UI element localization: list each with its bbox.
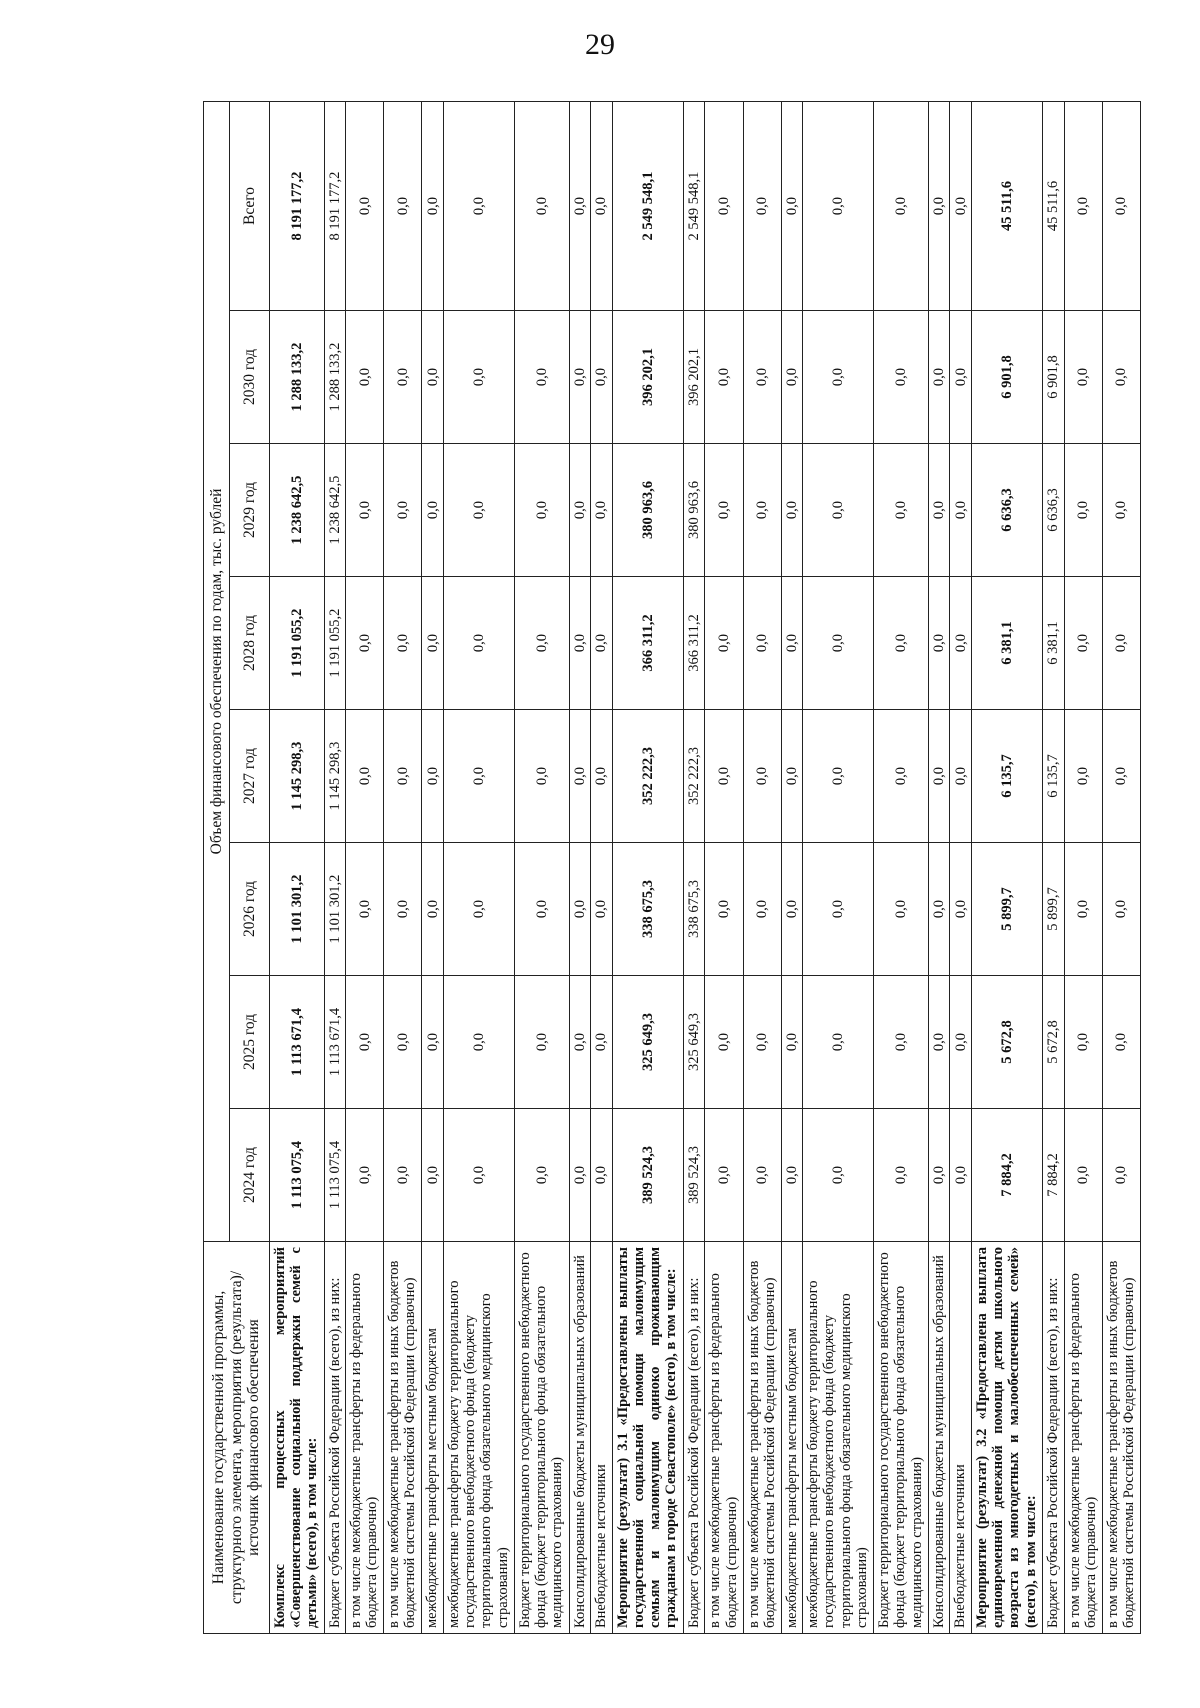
row-name: в том числе межбюджетные трансферты из иных бюджетов бюджетной системы Российской Федерации (справочно) bbox=[1102, 1242, 1140, 1634]
row-year-value: 0,0 bbox=[781, 577, 803, 710]
table-row bbox=[781, 102, 803, 1634]
row-year-value: 0,0 bbox=[591, 710, 613, 843]
row-year-value: 0,0 bbox=[874, 577, 929, 710]
row-year-value: 0,0 bbox=[928, 1109, 950, 1242]
row-year-value: 380 963,6 bbox=[683, 444, 705, 577]
row-year-value: 0,0 bbox=[384, 1109, 422, 1242]
landscape-page bbox=[203, 104, 1141, 1634]
row-year-value: 0,0 bbox=[928, 311, 950, 444]
row-year-value: 0,0 bbox=[803, 311, 874, 444]
row-year-value: 396 202,1 bbox=[683, 311, 705, 444]
row-year-value: 338 675,3 bbox=[612, 843, 683, 976]
row-year-value: 6 381,1 bbox=[972, 577, 1043, 710]
row-year-value: 0,0 bbox=[950, 710, 972, 843]
row-year-value: 1 145 298,3 bbox=[324, 710, 346, 843]
row-year-value: 6 636,3 bbox=[1043, 444, 1065, 577]
row-year-value: 6 135,7 bbox=[972, 710, 1043, 843]
row-year-value: 0,0 bbox=[1064, 577, 1102, 710]
row-year-value: 0,0 bbox=[781, 976, 803, 1109]
row-year-value: 0,0 bbox=[803, 444, 874, 577]
row-year-value: 0,0 bbox=[743, 444, 781, 577]
row-year-value: 0,0 bbox=[705, 577, 743, 710]
row-total-value: 0,0 bbox=[569, 102, 591, 311]
row-year-value: 0,0 bbox=[803, 1109, 874, 1242]
row-year-value: 0,0 bbox=[705, 444, 743, 577]
row-year-value: 1 238 642,5 bbox=[270, 444, 325, 577]
row-year-value: 0,0 bbox=[874, 843, 929, 976]
row-year-value: 0,0 bbox=[705, 710, 743, 843]
row-year-value: 0,0 bbox=[874, 976, 929, 1109]
row-year-value: 0,0 bbox=[1064, 1109, 1102, 1242]
row-year-value: 0,0 bbox=[950, 976, 972, 1109]
row-year-value: 0,0 bbox=[743, 577, 781, 710]
row-year-value: 0,0 bbox=[1064, 976, 1102, 1109]
row-year-value: 0,0 bbox=[422, 710, 444, 843]
row-year-value: 6 636,3 bbox=[972, 444, 1043, 577]
row-year-value: 0,0 bbox=[515, 444, 570, 577]
row-year-value: 0,0 bbox=[928, 710, 950, 843]
row-total-value: 45 511,6 bbox=[972, 102, 1043, 311]
table-row bbox=[422, 102, 444, 1634]
row-year-value: 0,0 bbox=[928, 843, 950, 976]
row-year-value: 396 202,1 bbox=[612, 311, 683, 444]
row-year-value: 380 963,6 bbox=[612, 444, 683, 577]
header-year: 2026 год bbox=[230, 843, 270, 976]
row-name: Бюджет субъекта Российской Федерации (всего), из них: bbox=[683, 1242, 705, 1634]
row-name: в том числе межбюджетные трансферты из иных бюджетов бюджетной системы Российской Федерации (справочно) bbox=[384, 1242, 422, 1634]
row-year-value: 0,0 bbox=[422, 311, 444, 444]
row-year-value: 0,0 bbox=[874, 1109, 929, 1242]
table-row bbox=[1043, 102, 1065, 1634]
row-name: Бюджет территориального государственного внебюджетного фонда (бюджет территориального фонда обязательного медицинского страхования) bbox=[515, 1242, 570, 1634]
row-year-value: 6 901,8 bbox=[972, 311, 1043, 444]
row-year-value: 0,0 bbox=[384, 710, 422, 843]
row-year-value: 1 191 055,2 bbox=[270, 577, 325, 710]
row-year-value: 0,0 bbox=[781, 843, 803, 976]
table-row bbox=[569, 102, 591, 1634]
row-name: Комплекс процессных мероприятий «Совершенствование социальной поддержки семей с детьми» (всего), в том числе: bbox=[270, 1242, 325, 1634]
row-year-value: 1 113 671,4 bbox=[270, 976, 325, 1109]
row-year-value: 0,0 bbox=[1064, 710, 1102, 843]
row-total-value: 0,0 bbox=[384, 102, 422, 311]
row-year-value: 0,0 bbox=[743, 976, 781, 1109]
row-year-value: 0,0 bbox=[1102, 577, 1140, 710]
header-year: 2024 год bbox=[230, 1109, 270, 1242]
row-year-value: 0,0 bbox=[515, 1109, 570, 1242]
row-year-value: 1 113 075,4 bbox=[324, 1109, 346, 1242]
table-row bbox=[803, 102, 874, 1634]
row-year-value: 5 899,7 bbox=[1043, 843, 1065, 976]
row-total-value: 0,0 bbox=[443, 102, 514, 311]
row-year-value: 1 288 133,2 bbox=[324, 311, 346, 444]
row-year-value: 6 901,8 bbox=[1043, 311, 1065, 444]
row-year-value: 389 524,3 bbox=[612, 1109, 683, 1242]
row-year-value: 0,0 bbox=[346, 976, 384, 1109]
row-year-value: 1 191 055,2 bbox=[324, 577, 346, 710]
table-row bbox=[324, 102, 346, 1634]
row-year-value: 7 884,2 bbox=[1043, 1109, 1065, 1242]
table-header bbox=[204, 102, 270, 1634]
row-year-value: 0,0 bbox=[422, 976, 444, 1109]
table-row bbox=[683, 102, 705, 1634]
row-year-value: 1 238 642,5 bbox=[324, 444, 346, 577]
row-year-value: 0,0 bbox=[591, 1109, 613, 1242]
row-year-value: 5 672,8 bbox=[972, 976, 1043, 1109]
row-year-value: 1 113 075,4 bbox=[270, 1109, 325, 1242]
row-total-value: 0,0 bbox=[781, 102, 803, 311]
row-name: межбюджетные трансферты бюджету территориального государственного внебюджетного фонда (бюджету территориального фонда обязательного медицинского страхования) bbox=[443, 1242, 514, 1634]
row-year-value: 325 649,3 bbox=[683, 976, 705, 1109]
row-year-value: 0,0 bbox=[705, 976, 743, 1109]
row-year-value: 0,0 bbox=[346, 710, 384, 843]
row-year-value: 0,0 bbox=[569, 577, 591, 710]
row-year-value: 0,0 bbox=[422, 1109, 444, 1242]
row-year-value: 0,0 bbox=[591, 577, 613, 710]
row-year-value: 0,0 bbox=[781, 311, 803, 444]
row-year-value: 366 311,2 bbox=[612, 577, 683, 710]
row-name: Консолидированные бюджеты муниципальных образований bbox=[569, 1242, 591, 1634]
row-year-value: 6 381,1 bbox=[1043, 577, 1065, 710]
row-year-value: 0,0 bbox=[1064, 311, 1102, 444]
row-year-value: 0,0 bbox=[874, 444, 929, 577]
header-year: 2027 год bbox=[230, 710, 270, 843]
row-name: межбюджетные трансферты бюджету территориального государственного внебюджетного фонда (бюджету территориального фонда обязательного медицинского страхования) bbox=[803, 1242, 874, 1634]
row-year-value: 0,0 bbox=[422, 577, 444, 710]
financing-table bbox=[203, 101, 1141, 1634]
table-row bbox=[612, 102, 683, 1634]
row-name: Бюджет территориального государственного внебюджетного фонда (бюджет территориального фонда обязательного медицинского страхования) bbox=[874, 1242, 929, 1634]
row-year-value: 0,0 bbox=[569, 1109, 591, 1242]
table-row bbox=[591, 102, 613, 1634]
row-year-value: 0,0 bbox=[950, 843, 972, 976]
row-year-value: 0,0 bbox=[1102, 311, 1140, 444]
row-name: межбюджетные трансферты местным бюджетам bbox=[781, 1242, 803, 1634]
row-year-value: 0,0 bbox=[743, 1109, 781, 1242]
header-name-column: Наименование государственной программы, структурного элемента, мероприятия (результата)/источник финансового обеспечения bbox=[204, 1242, 270, 1634]
row-year-value: 0,0 bbox=[928, 444, 950, 577]
row-year-value: 0,0 bbox=[950, 1109, 972, 1242]
row-year-value: 0,0 bbox=[743, 843, 781, 976]
row-year-value: 0,0 bbox=[346, 311, 384, 444]
header-total: Всего bbox=[230, 102, 270, 311]
row-year-value: 0,0 bbox=[515, 710, 570, 843]
row-year-value: 0,0 bbox=[443, 1109, 514, 1242]
table-row bbox=[346, 102, 384, 1634]
row-name: межбюджетные трансферты местным бюджетам bbox=[422, 1242, 444, 1634]
row-total-value: 0,0 bbox=[950, 102, 972, 311]
row-year-value: 0,0 bbox=[1102, 976, 1140, 1109]
row-year-value: 0,0 bbox=[422, 843, 444, 976]
row-year-value: 0,0 bbox=[1102, 843, 1140, 976]
row-year-value: 0,0 bbox=[781, 710, 803, 843]
row-year-value: 0,0 bbox=[515, 976, 570, 1109]
row-year-value: 0,0 bbox=[346, 843, 384, 976]
row-year-value: 0,0 bbox=[443, 976, 514, 1109]
row-total-value: 0,0 bbox=[422, 102, 444, 311]
row-year-value: 0,0 bbox=[781, 444, 803, 577]
row-year-value: 0,0 bbox=[569, 710, 591, 843]
row-year-value: 0,0 bbox=[346, 1109, 384, 1242]
row-year-value: 0,0 bbox=[384, 577, 422, 710]
row-year-value: 1 101 301,2 bbox=[270, 843, 325, 976]
row-year-value: 0,0 bbox=[346, 577, 384, 710]
row-total-value: 8 191 177,2 bbox=[270, 102, 325, 311]
row-year-value: 0,0 bbox=[874, 710, 929, 843]
row-year-value: 0,0 bbox=[384, 843, 422, 976]
row-year-value: 0,0 bbox=[443, 311, 514, 444]
row-year-value: 0,0 bbox=[384, 976, 422, 1109]
row-total-value: 0,0 bbox=[1102, 102, 1140, 311]
row-year-value: 0,0 bbox=[569, 843, 591, 976]
row-year-value: 0,0 bbox=[1064, 843, 1102, 976]
row-total-value: 0,0 bbox=[705, 102, 743, 311]
row-year-value: 0,0 bbox=[803, 710, 874, 843]
table-row bbox=[743, 102, 781, 1634]
row-year-value: 0,0 bbox=[346, 444, 384, 577]
row-year-value: 0,0 bbox=[1064, 444, 1102, 577]
row-year-value: 0,0 bbox=[928, 577, 950, 710]
row-year-value: 338 675,3 bbox=[683, 843, 705, 976]
row-year-value: 1 101 301,2 bbox=[324, 843, 346, 976]
row-name: Бюджет субъекта Российской Федерации (всего), из них: bbox=[1043, 1242, 1065, 1634]
row-year-value: 0,0 bbox=[443, 843, 514, 976]
row-year-value: 0,0 bbox=[384, 444, 422, 577]
row-year-value: 1 288 133,2 bbox=[270, 311, 325, 444]
row-total-value: 8 191 177,2 bbox=[324, 102, 346, 311]
row-year-value: 5 899,7 bbox=[972, 843, 1043, 976]
row-year-value: 0,0 bbox=[569, 444, 591, 577]
row-year-value: 0,0 bbox=[384, 311, 422, 444]
row-year-value: 0,0 bbox=[803, 577, 874, 710]
header-year: 2030 год bbox=[230, 311, 270, 444]
table-row bbox=[874, 102, 929, 1634]
header-volume-group: Объем финансового обеспечения по годам, тыс. рублей bbox=[204, 102, 230, 1242]
row-name: Мероприятие (результат) 3.1 «Предоставлены выплаты государственной социальной помощи малоимущим семьям и малоимущим одиноко проживающим гражданам в городе Севастополе» (всего), в том числе: bbox=[612, 1242, 683, 1634]
row-name: в том числе межбюджетные трансферты из федерального бюджета (справочно) bbox=[705, 1242, 743, 1634]
row-year-value: 0,0 bbox=[515, 577, 570, 710]
row-name: в том числе межбюджетные трансферты из иных бюджетов бюджетной системы Российской Федерации (справочно) bbox=[743, 1242, 781, 1634]
row-year-value: 0,0 bbox=[1102, 444, 1140, 577]
table-row bbox=[270, 102, 325, 1634]
row-total-value: 0,0 bbox=[874, 102, 929, 311]
row-year-value: 0,0 bbox=[874, 311, 929, 444]
row-year-value: 366 311,2 bbox=[683, 577, 705, 710]
row-name: Внебюджетные источники bbox=[950, 1242, 972, 1634]
row-total-value: 0,0 bbox=[1064, 102, 1102, 311]
row-year-value: 352 222,3 bbox=[612, 710, 683, 843]
table-row bbox=[928, 102, 950, 1634]
row-year-value: 352 222,3 bbox=[683, 710, 705, 843]
rotated-table-container bbox=[203, 104, 1141, 1634]
table-row bbox=[384, 102, 422, 1634]
row-year-value: 6 135,7 bbox=[1043, 710, 1065, 843]
table-row bbox=[1064, 102, 1102, 1634]
row-year-value: 0,0 bbox=[591, 311, 613, 444]
row-name: Консолидированные бюджеты муниципальных образований bbox=[928, 1242, 950, 1634]
row-year-value: 0,0 bbox=[1102, 710, 1140, 843]
row-total-value: 0,0 bbox=[803, 102, 874, 311]
row-year-value: 0,0 bbox=[803, 843, 874, 976]
row-year-value: 0,0 bbox=[705, 311, 743, 444]
row-total-value: 0,0 bbox=[515, 102, 570, 311]
row-year-value: 0,0 bbox=[705, 1109, 743, 1242]
row-year-value: 0,0 bbox=[422, 444, 444, 577]
row-total-value: 0,0 bbox=[346, 102, 384, 311]
row-year-value: 0,0 bbox=[569, 311, 591, 444]
row-year-value: 0,0 bbox=[443, 710, 514, 843]
row-total-value: 45 511,6 bbox=[1043, 102, 1065, 311]
row-year-value: 0,0 bbox=[591, 976, 613, 1109]
table-row bbox=[950, 102, 972, 1634]
row-name: Внебюджетные источники bbox=[591, 1242, 613, 1634]
row-year-value: 7 884,2 bbox=[972, 1109, 1043, 1242]
row-year-value: 389 524,3 bbox=[683, 1109, 705, 1242]
row-name: Бюджет субъекта Российской Федерации (всего), из них: bbox=[324, 1242, 346, 1634]
row-year-value: 0,0 bbox=[781, 1109, 803, 1242]
row-total-value: 0,0 bbox=[591, 102, 613, 311]
row-year-value: 0,0 bbox=[950, 577, 972, 710]
row-year-value: 0,0 bbox=[515, 311, 570, 444]
row-year-value: 0,0 bbox=[591, 843, 613, 976]
row-year-value: 0,0 bbox=[928, 976, 950, 1109]
row-total-value: 0,0 bbox=[743, 102, 781, 311]
row-year-value: 0,0 bbox=[569, 976, 591, 1109]
row-name: Мероприятие (результат) 3.2 «Предоставлена выплата единовременной денежной помощи детям школьного возраста из многодетных и малообеспеченных семей» (всего), в том числе: bbox=[972, 1242, 1043, 1634]
row-total-value: 2 549 548,1 bbox=[612, 102, 683, 311]
header-year: 2028 год bbox=[230, 577, 270, 710]
row-year-value: 0,0 bbox=[1102, 1109, 1140, 1242]
row-year-value: 0,0 bbox=[950, 311, 972, 444]
row-year-value: 325 649,3 bbox=[612, 976, 683, 1109]
row-year-value: 1 113 671,4 bbox=[324, 976, 346, 1109]
row-year-value: 5 672,8 bbox=[1043, 976, 1065, 1109]
page-number: 29 bbox=[585, 28, 615, 61]
header-year: 2029 год bbox=[230, 444, 270, 577]
row-total-value: 0,0 bbox=[928, 102, 950, 311]
row-year-value: 0,0 bbox=[743, 311, 781, 444]
row-year-value: 0,0 bbox=[591, 444, 613, 577]
table-row bbox=[972, 102, 1043, 1634]
table-row bbox=[443, 102, 514, 1634]
header-year: 2025 год bbox=[230, 976, 270, 1109]
row-name: в том числе межбюджетные трансферты из федерального бюджета (справочно) bbox=[1064, 1242, 1102, 1634]
row-year-value: 0,0 bbox=[950, 444, 972, 577]
table-row bbox=[705, 102, 743, 1634]
row-name: в том числе межбюджетные трансферты из федерального бюджета (справочно) bbox=[346, 1242, 384, 1634]
row-year-value: 0,0 bbox=[803, 976, 874, 1109]
table-row bbox=[515, 102, 570, 1634]
table-row bbox=[1102, 102, 1140, 1634]
row-total-value: 2 549 548,1 bbox=[683, 102, 705, 311]
table-body bbox=[270, 102, 1141, 1634]
row-year-value: 0,0 bbox=[705, 843, 743, 976]
row-year-value: 0,0 bbox=[443, 444, 514, 577]
row-year-value: 0,0 bbox=[515, 843, 570, 976]
row-year-value: 0,0 bbox=[443, 577, 514, 710]
row-year-value: 0,0 bbox=[743, 710, 781, 843]
row-year-value: 1 145 298,3 bbox=[270, 710, 325, 843]
